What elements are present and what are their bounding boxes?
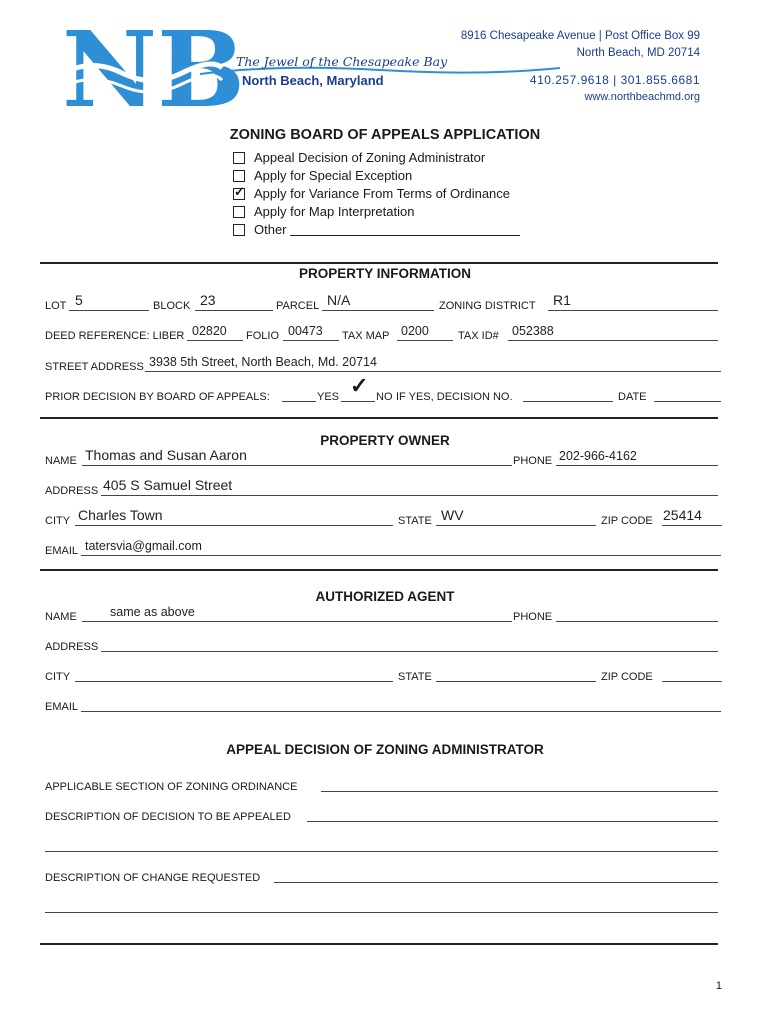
owner-address-value[interactable]: 405 S Samuel Street <box>103 477 233 493</box>
owner-zip-line[interactable] <box>662 525 722 526</box>
taxmap-label: TAX MAP <box>342 330 390 342</box>
agent-phone-line[interactable] <box>556 621 718 622</box>
agent-email-row <box>45 695 721 713</box>
folio-label: FOLIO <box>246 330 280 342</box>
agent-email-label: EMAIL <box>45 701 79 713</box>
parcel-line[interactable] <box>322 310 434 311</box>
option-label: Appeal Decision of Zoning Administrator <box>254 150 486 165</box>
agent-name-row <box>45 605 721 623</box>
option-label: Other <box>254 222 287 237</box>
block-value[interactable]: 23 <box>200 292 216 308</box>
date-line[interactable] <box>654 401 721 402</box>
owner-state-value[interactable]: WV <box>441 507 464 523</box>
owner-address-label: ADDRESS <box>45 485 99 497</box>
owner-heading: PROPERTY OWNER <box>320 433 450 448</box>
owner-address-line[interactable] <box>101 495 718 496</box>
prior-decision-row <box>45 373 721 403</box>
address-line-2: North Beach, MD 20714 <box>576 47 700 59</box>
property-heading: PROPERTY INFORMATION <box>298 266 471 281</box>
lot-row <box>45 294 721 312</box>
no-label: NO <box>376 391 393 403</box>
agent-zip-label: ZIP CODE <box>601 671 653 683</box>
no-line[interactable] <box>341 401 375 402</box>
owner-phone-value[interactable]: 202-966-4162 <box>559 449 637 463</box>
taxmap-line[interactable] <box>397 340 453 341</box>
prior-label: PRIOR DECISION BY BOARD OF APPEALS: <box>45 391 270 403</box>
agent-name-label: NAME <box>45 611 77 623</box>
folio-value[interactable]: 00473 <box>288 324 323 338</box>
owner-zip-value[interactable]: 25414 <box>663 507 702 523</box>
block-label: BLOCK <box>153 300 191 312</box>
option-label: Apply for Map Interpretation <box>254 204 415 219</box>
owner-phone-line[interactable] <box>556 465 718 466</box>
lot-label: LOT <box>45 300 67 312</box>
section-divider <box>40 943 718 945</box>
zoning-line[interactable] <box>548 310 718 311</box>
agent-name-line[interactable] <box>82 621 512 622</box>
decision-appealed-line[interactable] <box>307 821 718 822</box>
taxmap-value[interactable]: 0200 <box>401 324 429 338</box>
change-requested-label: DESCRIPTION OF CHANGE REQUESTED <box>45 872 261 884</box>
owner-phone-label: PHONE <box>513 455 553 467</box>
taxid-value[interactable]: 052388 <box>512 324 554 338</box>
owner-email-line[interactable] <box>81 555 721 556</box>
owner-name-line[interactable] <box>82 465 512 466</box>
agent-address-line[interactable] <box>101 651 718 652</box>
decision-appealed-label: DESCRIPTION OF DECISION TO BE APPEALED <box>45 811 291 823</box>
owner-email-value[interactable]: tatersvia@gmail.com <box>85 539 202 553</box>
option-variance[interactable] <box>233 186 510 201</box>
applicable-section-label: APPLICABLE SECTION OF ZONING ORDINANCE <box>45 781 298 793</box>
change-requested-row <box>45 866 721 884</box>
parcel-value[interactable]: N/A <box>327 292 351 308</box>
owner-email-row <box>45 539 721 557</box>
owner-city-value[interactable]: Charles Town <box>78 507 163 523</box>
agent-name-value[interactable]: same as above <box>110 605 195 619</box>
owner-zip-label: ZIP CODE <box>601 515 653 527</box>
agent-state-line[interactable] <box>436 681 596 682</box>
owner-city-label: CITY <box>45 515 71 527</box>
address-line-1: 8916 Chesapeake Avenue | Post Office Box 99 <box>460 30 700 42</box>
parcel-label: PARCEL <box>276 300 320 312</box>
section-divider <box>40 569 718 571</box>
phone-numbers: 410.257.9618 | 301.855.6681 <box>529 73 700 87</box>
owner-state-label: STATE <box>398 515 432 527</box>
owner-email-label: EMAIL <box>45 545 79 557</box>
change-requested-line[interactable] <box>274 882 718 883</box>
taxid-label: TAX ID# <box>458 330 499 342</box>
street-label: STREET ADDRESS <box>45 361 144 373</box>
nb-logo-graphic <box>62 8 245 131</box>
agent-zip-line[interactable] <box>662 681 722 682</box>
no-check-mark[interactable]: ✓ <box>350 373 369 398</box>
option-map-interpretation[interactable] <box>233 204 414 219</box>
deed-row <box>45 324 721 342</box>
street-value[interactable]: 3938 5th Street, North Beach, Md. 20714 <box>149 355 377 369</box>
checkbox[interactable] <box>233 206 245 218</box>
section-divider <box>40 262 718 264</box>
section-divider <box>40 417 718 419</box>
decision-appealed-row <box>45 805 721 823</box>
agent-city-label: CITY <box>45 671 71 683</box>
decision-no-label: IF YES, DECISION NO. <box>396 391 513 403</box>
page-title: ZONING BOARD OF APPEALS APPLICATION <box>229 127 541 143</box>
applicable-section-row <box>45 775 721 793</box>
checkbox-checked[interactable] <box>233 188 245 200</box>
liber-line[interactable] <box>187 340 243 341</box>
owner-name-value[interactable]: Thomas and Susan Aaron <box>85 447 247 463</box>
yes-line[interactable] <box>282 401 316 402</box>
checkbox[interactable] <box>233 170 245 182</box>
owner-address-row <box>45 479 721 497</box>
agent-address-label: ADDRESS <box>45 641 99 653</box>
option-other[interactable] <box>233 222 520 237</box>
checkbox[interactable] <box>233 152 245 164</box>
page-number: 1 <box>715 980 722 992</box>
option-label: Apply for Variance From Terms of Ordinance <box>254 186 511 201</box>
lot-value[interactable]: 5 <box>75 292 83 308</box>
other-line[interactable] <box>290 223 520 236</box>
option-label: Apply for Special Exception <box>254 168 413 183</box>
agent-city-line[interactable] <box>75 681 393 682</box>
street-line[interactable] <box>145 371 721 372</box>
street-row <box>45 355 721 373</box>
option-special-exception[interactable] <box>233 168 412 183</box>
agent-state-label: STATE <box>398 671 432 683</box>
owner-state-line[interactable] <box>436 525 596 526</box>
appeal-heading: APPEAL DECISION OF ZONING ADMINISTRATOR <box>226 742 544 757</box>
agent-phone-label: PHONE <box>513 611 553 623</box>
decision-no-line[interactable] <box>523 401 613 402</box>
folio-line[interactable] <box>283 340 339 341</box>
option-appeal-decision[interactable] <box>233 150 485 165</box>
tagline: The Jewel of the Chesapeake Bay <box>236 54 448 69</box>
liber-value[interactable]: 02820 <box>192 324 227 338</box>
zoning-label: ZONING DISTRICT <box>439 300 536 312</box>
zoning-value[interactable]: R1 <box>553 292 571 308</box>
applicable-section-line[interactable] <box>321 791 718 792</box>
decision-appealed-line-2[interactable] <box>45 851 718 852</box>
deed-label: DEED REFERENCE: LIBER <box>45 330 185 342</box>
change-requested-row-2 <box>45 896 721 914</box>
agent-city-row <box>45 665 721 683</box>
owner-city-line[interactable] <box>75 525 393 526</box>
agent-heading: AUTHORIZED AGENT <box>315 589 455 604</box>
agent-address-row <box>45 635 721 653</box>
logo-letters: NB <box>62 8 245 131</box>
checkbox[interactable] <box>233 224 245 236</box>
taxid-line[interactable] <box>508 340 718 341</box>
owner-name-label: NAME <box>45 455 77 467</box>
town-name: North Beach, Maryland <box>242 73 384 88</box>
owner-name-row <box>45 449 721 467</box>
change-requested-line-2[interactable] <box>45 912 718 913</box>
yes-label: YES <box>317 391 340 403</box>
agent-email-line[interactable] <box>81 711 721 712</box>
owner-city-row <box>45 509 721 527</box>
lot-line[interactable] <box>69 310 149 311</box>
block-line[interactable] <box>195 310 273 311</box>
website: www.northbeachmd.org <box>584 91 700 103</box>
decision-appealed-row-2 <box>45 835 721 853</box>
date-label: DATE <box>618 391 647 403</box>
